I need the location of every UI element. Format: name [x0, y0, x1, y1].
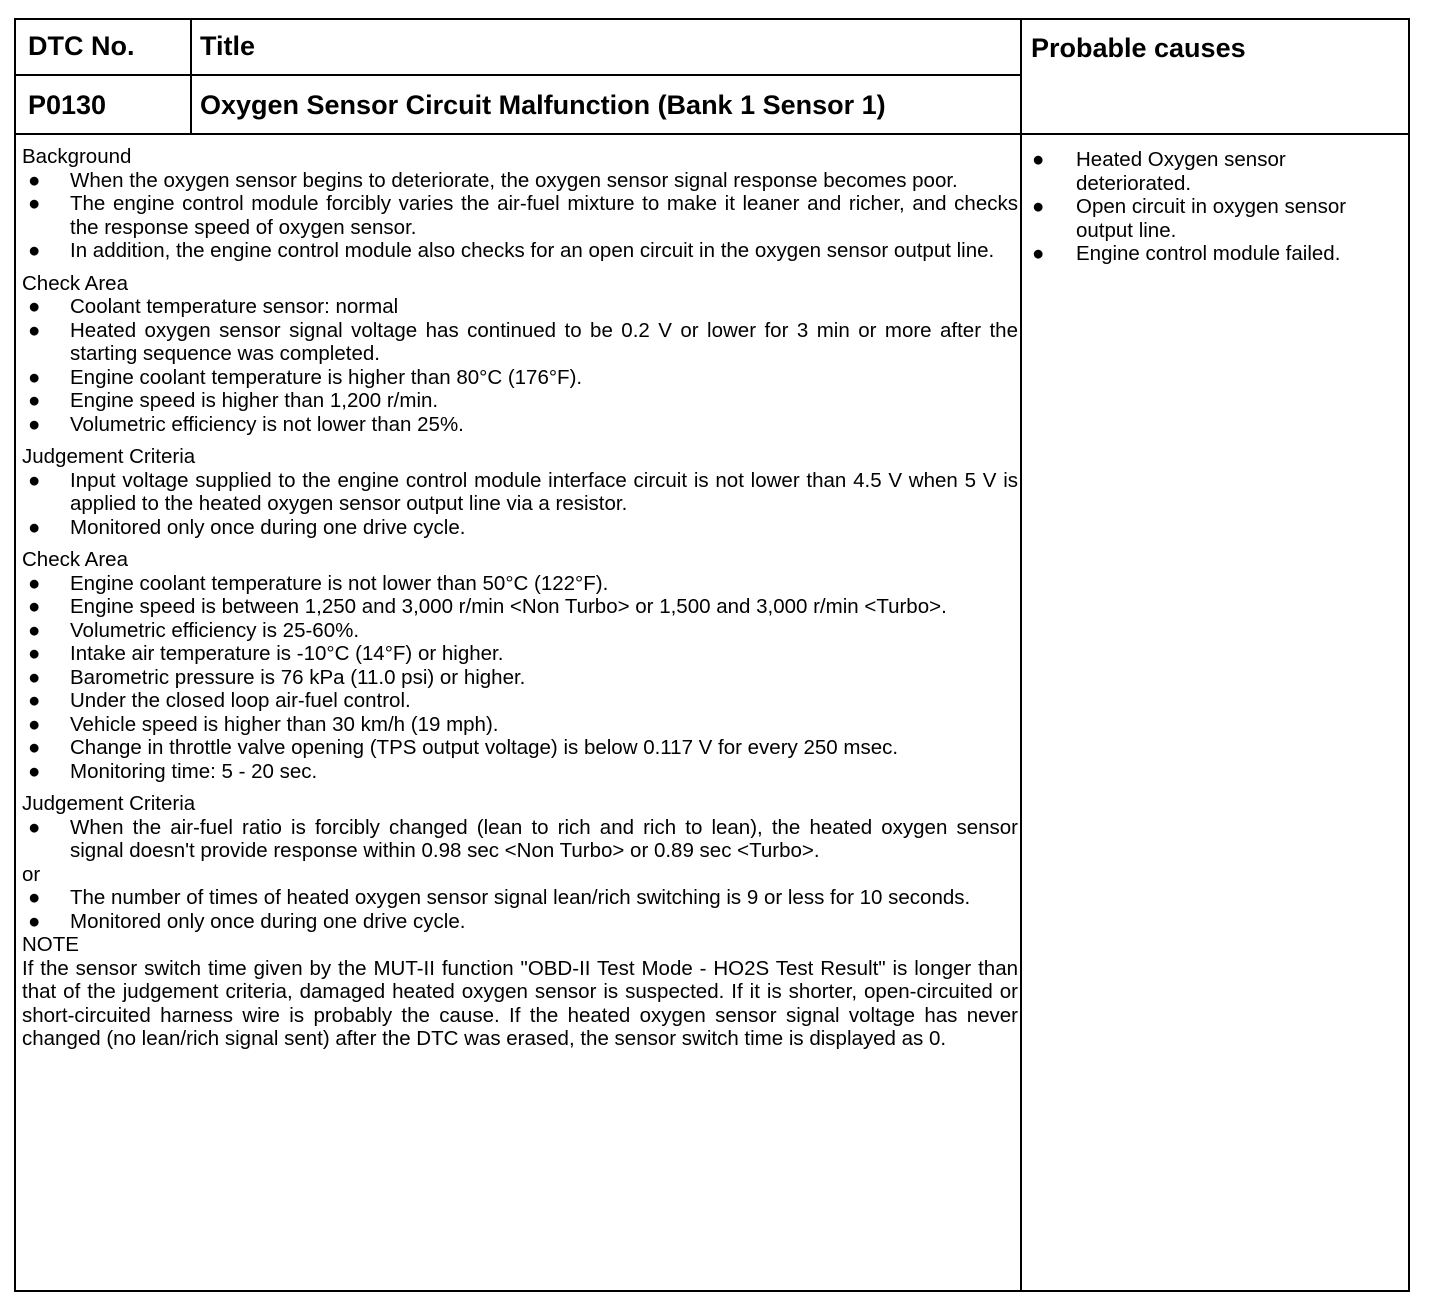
bullet-icon: ● — [1032, 195, 1045, 218]
probable-causes-column — [1030, 148, 1398, 266]
section-heading: Judgement Criteria — [22, 792, 196, 815]
judgement-list-2b — [22, 886, 1018, 933]
list-item-text: Heated oxygen sensor signal voltage has continued to be 0.2 V or lower for 3 min or more after the starting sequence was completed. — [70, 318, 1018, 365]
list-item — [22, 595, 1018, 619]
dtc-number-header: DTC No. — [28, 31, 135, 61]
list-item-text: When the oxygen sensor begins to deteriorate, the oxygen sensor signal response becomes poor. — [70, 168, 958, 192]
list-item-text: Under the closed loop air-fuel control. — [70, 689, 411, 712]
bullet-icon: ● — [28, 365, 41, 389]
dtc-title: Oxygen Sensor Circuit Malfunction (Bank 1 Sensor 1) — [200, 90, 886, 120]
list-item — [22, 516, 1018, 540]
list-item-text: When the air-fuel ratio is forcibly changed (lean to rich and rich to lean), the heated oxygen sensor signal doesn't provide response within 0.98 sec <Non Turbo> or 0.89 sec <Turbo>. — [70, 815, 1018, 862]
bullet-icon: ● — [28, 642, 41, 665]
background-list — [22, 169, 1018, 263]
list-item — [22, 295, 1018, 319]
list-item — [22, 389, 1018, 413]
list-item — [22, 192, 1018, 239]
list-item — [22, 886, 1018, 910]
list-item — [22, 469, 1018, 516]
list-item — [22, 736, 1018, 760]
note-heading: NOTE — [22, 933, 79, 956]
bullet-icon: ● — [28, 618, 41, 642]
list-item — [22, 413, 1018, 437]
note-section — [22, 933, 1018, 1051]
list-item — [22, 689, 1018, 713]
list-item — [1030, 195, 1398, 242]
section-heading: Background — [22, 145, 132, 168]
list-item-text: Volumetric efficiency is 25-60%. — [70, 618, 360, 642]
list-item — [22, 666, 1018, 690]
bullet-icon: ● — [1032, 148, 1045, 171]
list-item — [22, 239, 1018, 263]
bullet-icon: ● — [28, 168, 41, 192]
bullet-icon: ● — [28, 712, 41, 736]
header-bottom-line — [16, 133, 1408, 135]
list-item — [22, 816, 1018, 863]
bullet-icon: ● — [28, 571, 41, 595]
header-divider-row — [16, 74, 1022, 76]
bullet-icon: ● — [28, 192, 41, 215]
list-item-text: The number of times of heated oxygen sensor signal lean/rich switching is 9 or less for 10 seconds. — [70, 886, 971, 909]
list-item-text: The engine control module forcibly varies the air-fuel mixture to make it leaner and richer, and checks the response speed of oxygen sensor. — [70, 192, 1018, 239]
bullet-icon: ● — [28, 239, 41, 262]
main-col-divider — [1020, 20, 1022, 1290]
bullet-icon: ● — [28, 412, 41, 436]
list-item — [1030, 148, 1398, 195]
list-item-text: Monitored only once during one drive cycle. — [70, 909, 466, 933]
dtc-code: P0130 — [28, 90, 107, 120]
list-item — [22, 619, 1018, 643]
list-item-text: Volumetric efficiency is not lower than 25%. — [70, 412, 464, 436]
list-item — [22, 572, 1018, 596]
bullet-icon: ● — [28, 689, 41, 712]
list-item-text: Monitoring time: 5 - 20 sec. — [70, 759, 318, 783]
list-item-text: Intake air temperature is -10°C (14°F) or higher. — [70, 642, 504, 665]
judgement-list-2a — [22, 816, 1018, 863]
section-heading: Judgement Criteria — [22, 445, 196, 468]
judgement-section-1 — [22, 445, 1018, 539]
list-item-text: Monitored only once during one drive cycle. — [70, 515, 466, 539]
list-item-text: Input voltage supplied to the engine control module interface circuit is not lower than 4.5 V when 5 V is applied to the heated oxygen sensor output line via a resistor. — [70, 468, 1018, 515]
bullet-icon: ● — [28, 595, 41, 618]
probable-causes-header: Probable causes — [1031, 33, 1246, 63]
bullet-icon: ● — [28, 815, 41, 839]
background-section — [22, 145, 1018, 263]
note-text: If the sensor switch time given by the MUT-II function "OBD-II Test Mode - HO2S Test Result" is longer than that of the judgement criteria, damaged heated oxygen sensor is suspected. If it is shorter, open-circuited or short-circuited harness wire is probably the cause. If the heated oxygen sensor signal voltage has never changed (no lean/rich signal sent) after the DTC was erased, the sensor switch time is displayed as 0. — [22, 956, 1018, 1050]
list-item — [22, 366, 1018, 390]
check-area-list-2 — [22, 572, 1018, 784]
or-connector: or — [22, 862, 41, 886]
list-item — [22, 169, 1018, 193]
list-item — [22, 319, 1018, 366]
bullet-icon: ● — [1032, 242, 1045, 265]
list-item-text: Barometric pressure is 76 kPa (11.0 psi) or higher. — [70, 665, 526, 689]
bullet-icon: ● — [28, 909, 41, 933]
bullet-icon: ● — [28, 886, 41, 909]
judgement-section-2 — [22, 792, 1018, 933]
check-area-section-2 — [22, 548, 1018, 783]
list-item — [22, 713, 1018, 737]
header-col-divider — [190, 20, 192, 134]
section-heading: Check Area — [22, 271, 128, 295]
bullet-icon: ● — [28, 318, 41, 342]
list-item-text: In addition, the engine control module also checks for an open circuit in the oxygen sensor output line. — [70, 239, 995, 262]
list-item-text: Change in throttle valve opening (TPS output voltage) is below 0.117 V for every 250 msec. — [70, 736, 899, 759]
list-item-text: Coolant temperature sensor: normal — [70, 295, 399, 318]
bullet-icon: ● — [28, 389, 41, 412]
bullet-icon: ● — [28, 759, 41, 783]
list-item-text: Open circuit in oxygen sensor output line. — [1076, 195, 1347, 242]
list-item-text: Engine speed is between 1,250 and 3,000 r/min <Non Turbo> or 1,500 and 3,000 r/min <Turbo>. — [70, 595, 947, 618]
list-item-text: Engine control module failed. — [1076, 242, 1341, 265]
bullet-icon: ● — [28, 665, 41, 689]
list-item — [22, 760, 1018, 784]
check-area-section-1 — [22, 272, 1018, 437]
title-header: Title — [200, 31, 256, 61]
bullet-icon: ● — [28, 295, 41, 318]
list-item — [1030, 242, 1398, 266]
probable-causes-list — [1030, 148, 1398, 266]
list-item — [22, 910, 1018, 934]
list-item — [22, 642, 1018, 666]
list-item-text: Engine coolant temperature is higher than 80°C (176°F). — [70, 365, 583, 389]
bullet-icon: ● — [28, 468, 41, 492]
list-item-text: Vehicle speed is higher than 30 km/h (19 mph). — [70, 712, 499, 736]
bullet-icon: ● — [28, 736, 41, 759]
check-area-list-1 — [22, 295, 1018, 436]
list-item-text: Engine speed is higher than 1,200 r/min. — [70, 389, 439, 412]
section-heading: Check Area — [22, 548, 128, 571]
description-column — [22, 145, 1018, 1051]
list-item-text: Heated Oxygen sensor deteriorated. — [1076, 148, 1286, 195]
judgement-list-1 — [22, 469, 1018, 540]
bullet-icon: ● — [28, 515, 41, 539]
list-item-text: Engine coolant temperature is not lower than 50°C (122°F). — [70, 571, 609, 595]
